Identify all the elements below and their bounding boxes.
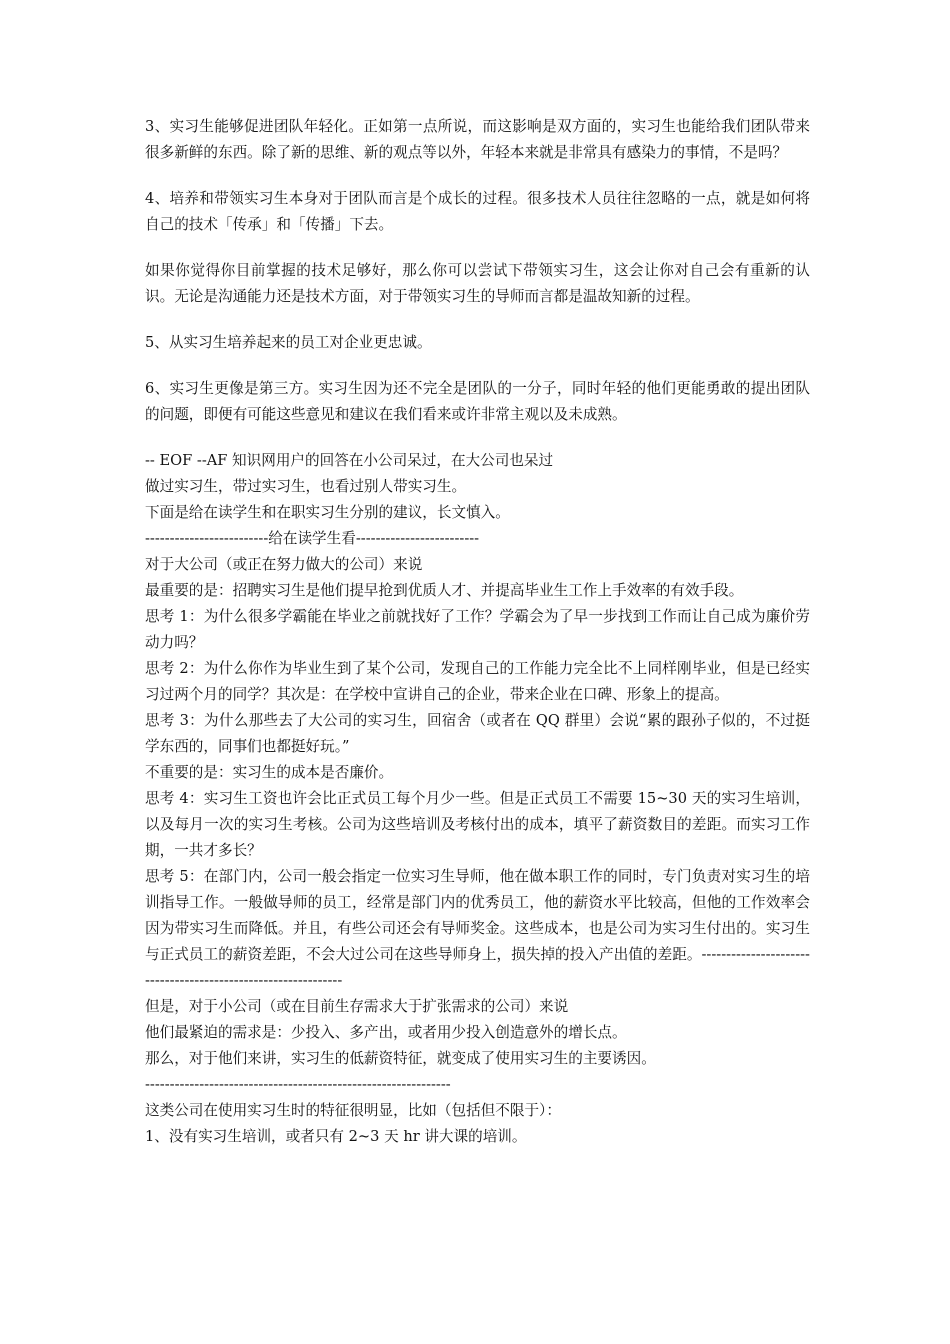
small-company-incentive: 那么，对于他们来讲，实习生的低薪资特征，就变成了使用实习生的主要诱因。 (145, 1050, 656, 1067)
thought-4: 思考 4：实习生工资也许会比正式员工每个月少一些。但是正式员工不需要 15~30 天的实习生培训，以及每月一次的实习生考核。公司为这些培训及考核付出的成本，填平了薪资数目的差距。而实习工作期，一共才多长？ (145, 790, 810, 859)
paragraph-mentoring-note: 如果你觉得你目前掌握的技术足够好，那么你可以尝试下带领实习生，这会让你对自己会有重新的认识。无论是沟通能力还是技术方面，对于带领实习生的导师而言都是温故知新的过程。 (145, 262, 810, 305)
paragraph-point-4: 4、培养和带领实习生本身对于团队而言是个成长的过程。很多技术人员往往忽略的一点，就是如何将自己的技术「传承」和「传播」下去。 (145, 190, 810, 233)
big-company-most-important: 最重要的是：招聘实习生是他们提早抢到优质人才、并提高毕业生工作上手效率的有效手段。 (145, 582, 744, 599)
trait-1: 1、没有实习生培训，或者只有 2~3 天 hr 讲大课的培训。 (145, 1128, 527, 1145)
paragraph-point-5: 5、从实习生培养起来的员工对企业更忠诚。 (145, 334, 432, 351)
answer-intro-line: -- EOF --AF 知识网用户的回答在小公司呆过，在大公司也呆过 (145, 452, 554, 469)
traits-intro: 这类公司在使用实习生时的特征很明显，比如（包括但不限于）： (145, 1102, 561, 1119)
not-important-line: 不重要的是：实习生的成本是否廉价。 (145, 764, 394, 781)
big-company-heading: 对于大公司（或正在努力做大的公司）来说 (145, 556, 423, 573)
thought-2: 思考 2：为什么你作为毕业生到了某个公司，发现自己的工作能力完全比不上同样刚毕业，但是已经实习过两个月的同学？其次是：在学校中宣讲自己的企业，带来企业在口碑、形象上的提高。 (145, 660, 810, 703)
thought-5: 思考 5：在部门内，公司一般会指定一位实习生导师，他在做本职工作的同时，专门负责对实习生的培训指导工作。一般做导师的员工，经常是部门内的优秀员工，他的薪资水平比较高，但他的工作效率会因为带实习生而降低。并且，有些公司还会有导师奖金。这些成本，也是公司为实习生付出的。实习生与正式员工的薪资差距，不会大过公司在这些导师身上，损失掉的投入产出值的差距。-------------------------------------------------------------- (145, 868, 810, 989)
section-divider-students: -------------------------给在读学生看------------------------- (145, 530, 480, 547)
small-company-needs: 他们最紧迫的需求是：少投入、多产出，或者用少投入创造意外的增长点。 (145, 1024, 627, 1041)
answer-advice-line: 下面是给在读学生和在职实习生分别的建议，长文慎入。 (145, 504, 510, 521)
paragraph-point-6: 6、实习生更像是第三方。实习生因为还不完全是团队的一分子，同时年轻的他们更能勇敢的提出团队的问题，即便有可能这些意见和建议在我们看来或许非常主观以及未成熟。 (145, 380, 810, 423)
section-divider: -------------------------------------------------------------- (145, 1076, 451, 1093)
thought-1: 思考 1：为什么很多学霸能在毕业之前就找好了工作？学霸会为了早一步找到工作而让自己成为廉价劳动力吗？ (145, 608, 810, 651)
answer-experience-line: 做过实习生，带过实习生，也看过别人带实习生。 (145, 478, 467, 495)
document-page (145, 114, 810, 1150)
answer-block (145, 448, 810, 1150)
thought-3: 思考 3：为什么那些去了大公司的实习生，回宿舍（或者在 QQ 群里）会说“累的跟孙子似的，不过挺学东西的，同事们也都挺好玩。” (145, 712, 810, 755)
paragraph-point-3: 3、实习生能够促进团队年轻化。正如第一点所说，而这影响是双方面的，实习生也能给我们团队带来很多新鲜的东西。除了新的思维、新的观点等以外，年轻本来就是非常具有感染力的事情，不是吗？ (145, 118, 810, 161)
small-company-heading: 但是，对于小公司（或在目前生存需求大于扩张需求的公司）来说 (145, 998, 569, 1015)
